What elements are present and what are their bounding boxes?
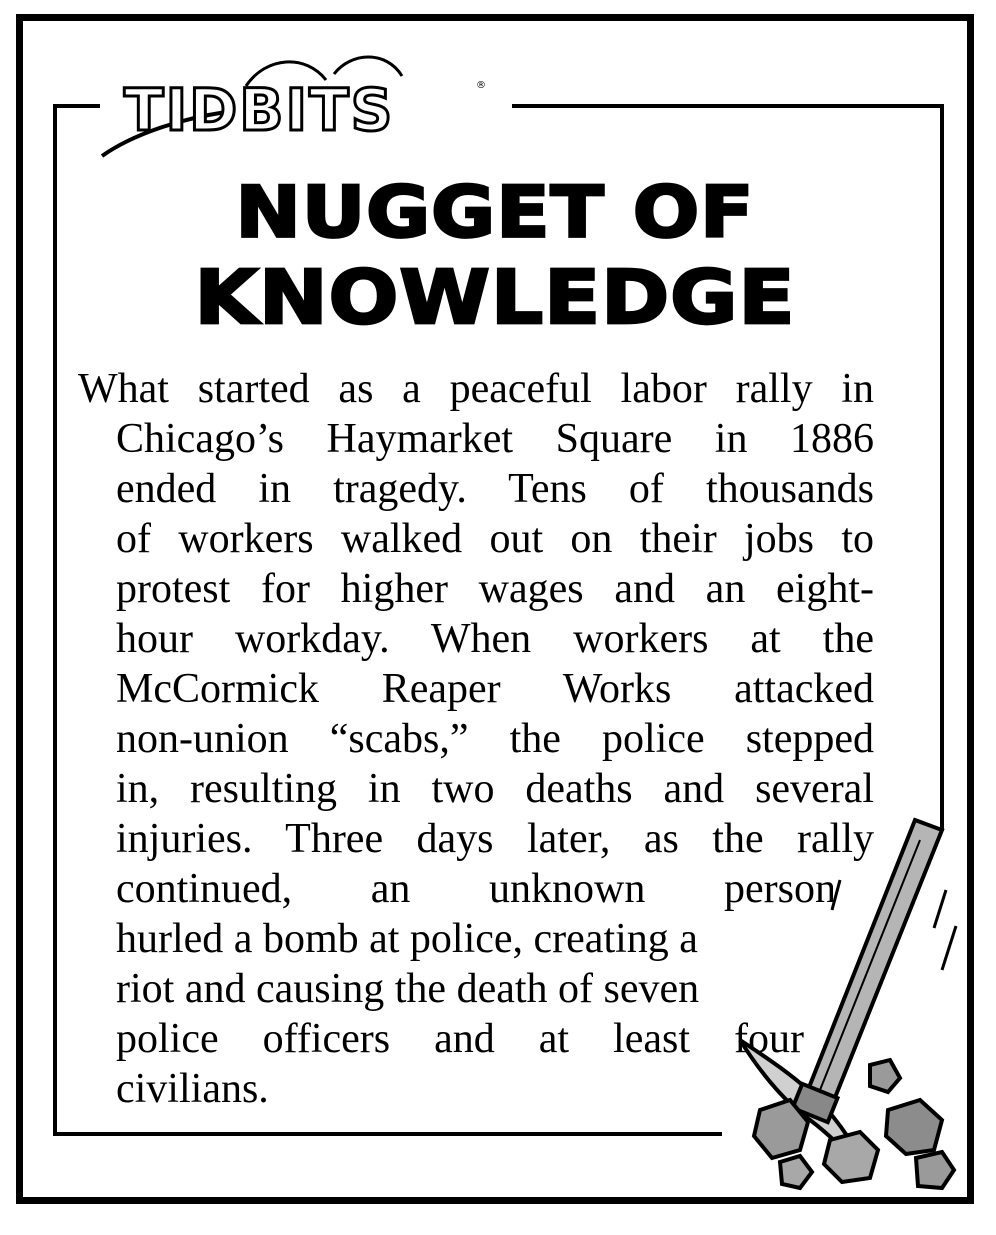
article-line: What started as a peaceful labor rally in	[78, 366, 874, 412]
article-line: in, resulting in two deaths and several	[116, 766, 874, 812]
article-line: hurled a bomb at police, creating a	[116, 916, 698, 962]
article-line: police officers and at least four	[116, 1016, 804, 1062]
headline-line-2: KNOWLEDGE	[194, 255, 796, 342]
svg-text:®: ®	[476, 80, 486, 91]
article-line: ended in tragedy. Tens of thousands	[116, 466, 874, 512]
article-line: injuries. Three days later, as the rally	[116, 816, 874, 862]
logo-text: TIDBITS	[124, 76, 395, 144]
pickaxe-icon	[720, 810, 970, 1200]
article-line: of workers walked out on their jobs to	[116, 516, 874, 562]
article-line: protest for higher wages and an eight-	[116, 566, 874, 612]
headline-line-1: NUGGET OF	[235, 172, 755, 254]
article-line: civilians.	[116, 1066, 269, 1112]
article-line: hour workday. When workers at the	[116, 616, 874, 662]
article-line: non-union “scabs,” the police stepped	[116, 716, 874, 762]
article-line: riot and causing the death of seven	[116, 966, 700, 1012]
article-line: Chicago’s Haymarket Square in 1886	[116, 416, 874, 462]
article-line: McCormick Reaper Works attacked	[116, 666, 874, 712]
tidbits-logo	[96, 52, 506, 162]
article-line: continued, an unknown person	[116, 866, 836, 912]
